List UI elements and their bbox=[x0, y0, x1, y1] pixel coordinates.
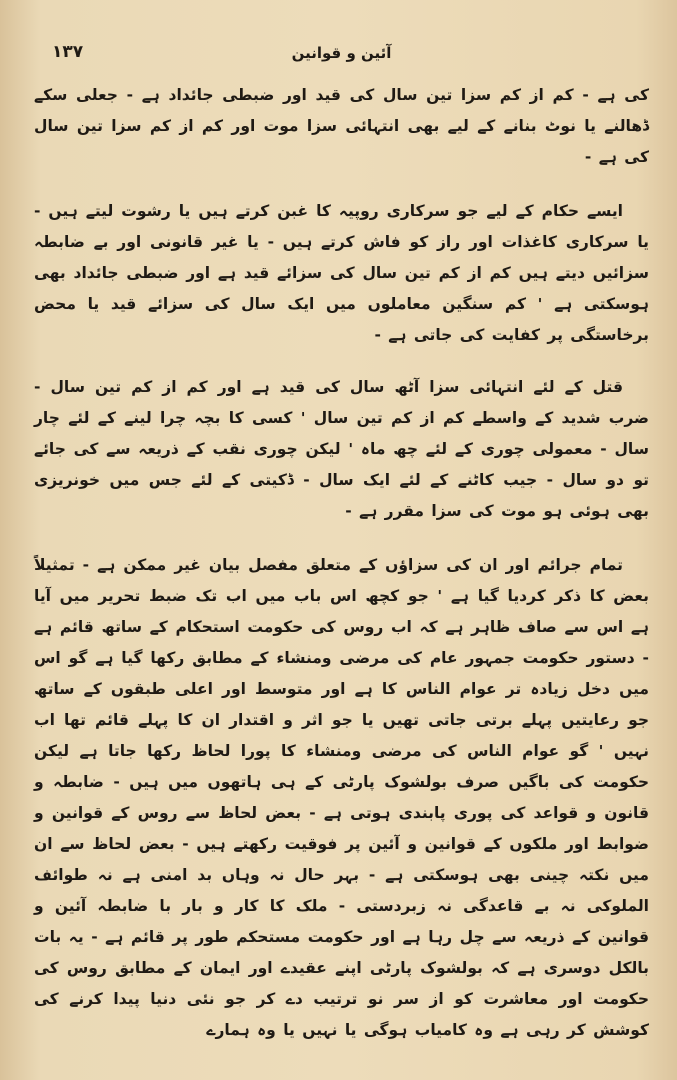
paragraph-1: کی ہے - کم از کم سزا تین سال کی قید اور ضبطی جائداد ہے - جعلی سکے ڈھالنے یا نوٹ بنانے کے لیے بھی انتہائی سزا موت اور کم از کم سزا تین سال کی ہے - bbox=[34, 86, 649, 167]
paragraph-3: قتل کے لئے انتہائی سزا آٹھ سال کی قید ہے اور کم از کم تین سال - ضرب شدید کے واسطے کم از کم تین سال ' کسی کا بچہ چرا لینے کے لئے چار سال - معمولی چوری کے لئے چھ ماہ ' لیکن چوری نقب کے ذریعہ سے کی جائے تو دو سال - جیب کاٹنے کے لئے ایک سال - ڈکیتی کے لئے جس میں خونریزی بھی ہوئی ہو موت کی سزا مقرر ہے - bbox=[34, 377, 649, 521]
paragraph-2: ایسے حکام کے لیے جو سرکاری روپیہ کا غبن کرتے ہیں یا رشوت لیتے ہیں - یا سرکاری کاغذات اور راز کو فاش کرتے ہیں - یا غیر قانونی اور بے ضابطہ سزائیں دیتے ہیں کم از کم تین سال کی سزائے قید ہے اور ضبطی جائداد بھی ہوسکتی ہے ' کم سنگین معاملوں میں ایک سال کی سزائے قید یا محض برخاستگی پر کفایت کی جاتی ہے - bbox=[34, 201, 649, 345]
paragraph-4: تمام جرائم اور ان کی سزاؤں کے متعلق مفصل بیان غیر ممکن ہے - تمثیلاً بعض کا ذکر کردیا گیا ہے ' جو کچھ اس باب میں اب تک ضبط تحریر میں آیا ہے اس سے صاف ظاہر ہے کہ اب روس کی حکومت استحکام کے ساتھ قائم ہے - دستور حکومت جمہور عام کی مرضی ومنشاء کے مطابق رکھا گیا ہے گو اس میں دخل زیادہ تر عوام الناس کا ہے اور متوسط اور اعلی طبقوں کے ساتھ جو رعایتیں پہلے برتی جاتی تھیں یا جو اثر و اقتدار ان کا پہلے قائم تھا اب نہیں ' گو عوام الناس کی مرضی ومنشاء کا پورا لحاظ رکھا جاتا ہے لیکن حکومت کی باگیں صرف بولشوک پارٹی کے ہی ہاتھوں میں ہیں - ضابطہ و قانون و قواعد کی پوری پابندی ہوتی ہے - بعض لحاظ سے روس کے قوانین و ضوابط اور ملکوں کے قوانین و آئین پر فوقیت رکھتے ہیں - بعض لحاظ سے ان میں نکتہ چینی بھی ہوسکتی ہے - بہر حال نہ وہاں بد امنی ہے نہ طوائف الملوکی نہ بے قاعدگی نہ زبردستی - ملک کا کار و بار با ضابطہ آئین و قوانین کے ذریعہ سے چل رہا ہے اور حکومت مستحکم طور پر قائم ہے - یہ بات بالکل دوسری ہے کہ بولشوک پارٹی اپنے عقیدے اور ایمان کے مطابق روس کی حکومت اور معاشرت کو از سر نو ترتیب دے کر جو نئی دنیا پیدا کرنے کی کوشش کر رہی ہے وہ کامیاب ہوگی یا نہیں یا وہ ہمارے bbox=[34, 555, 649, 1039]
running-title: آئین و قوانین bbox=[291, 44, 392, 62]
page-header bbox=[34, 40, 649, 80]
page-number: ۱۳۷ bbox=[52, 42, 84, 62]
page-body bbox=[34, 80, 649, 1046]
